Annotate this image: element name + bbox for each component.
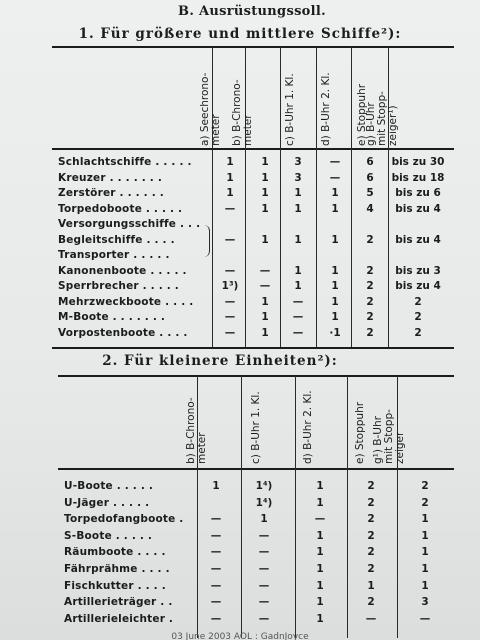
section2-cell: —: [258, 596, 270, 609]
section1-cell: —: [224, 233, 236, 246]
section2-cell: —: [258, 579, 270, 592]
section1-cell: 1: [261, 171, 269, 184]
section1-row-label: Torpedoboote . . . . .: [58, 202, 183, 215]
section1-cell: 1: [331, 264, 339, 277]
section2-cell: 2: [367, 546, 375, 559]
section1-cell: —: [292, 311, 304, 323]
section1-cell: bis zu 4: [395, 233, 441, 246]
section2-cell: 2: [421, 480, 429, 492]
section2-cell: 2: [367, 513, 375, 526]
section1-cell: 2: [366, 311, 374, 323]
section1-cell: bis zu 18: [391, 171, 445, 184]
section1-cell: 4: [366, 202, 374, 215]
section1-row-label: M-Boote . . . . . . .: [58, 311, 166, 323]
section2-cell: 1: [316, 480, 324, 492]
section1-cell: 1: [226, 156, 234, 168]
section2-cell: —: [258, 529, 270, 542]
section1-cell: 1: [261, 295, 269, 308]
section1-header-rule: [52, 148, 454, 150]
section2-heading: 2. Für kleinere Einheiten²):: [102, 353, 338, 369]
section2-cell: —: [210, 513, 222, 526]
section1-cell: bis zu 6: [395, 187, 441, 199]
section2-cell: 1: [421, 513, 429, 526]
section2-cell: —: [258, 546, 270, 559]
section1-cell: bis zu 30: [391, 156, 445, 168]
section2-cell: 1⁴): [255, 480, 273, 492]
section2-row-label: U-Jäger . . . . .: [64, 496, 150, 509]
section1-cell: 6: [366, 171, 374, 184]
footer-note: 03 June 2003 AOL : GadnJoyce: [171, 632, 309, 640]
section2-cell: 1: [212, 480, 220, 492]
section1-cell: 6: [366, 156, 374, 168]
section1-row-label: Schlachtschiffe . . . . .: [58, 156, 192, 168]
section2-cell: 1: [316, 546, 324, 559]
section2-cell: —: [210, 563, 222, 575]
section1-bottom-rule: [52, 347, 454, 349]
section1-cell: 2: [414, 295, 422, 308]
section1-cell: 1: [331, 295, 339, 308]
section2-cell: 1: [421, 579, 429, 592]
section2-cell: —: [314, 513, 326, 526]
section2-cell: 2: [367, 529, 375, 542]
section2-cell: 1: [260, 513, 268, 526]
section1-cell: ·1: [329, 326, 341, 339]
section1-cell: —: [224, 311, 236, 323]
section1-cell: —: [292, 295, 304, 308]
document-page: B. Ausrüstungssoll. 1. Für größere und mittlere Schiffe²): a) Seechrono- meter b) B-Chrono- meter c) B-Uhr 1. Kl. d) B-Uhr 2. Kl. e) Stoppuhr g) B-Uhr mit Stopp- zeiger¹) Schlachtschiffe . . . . . 1 1 3 — 6 bis zu 30 Kreuzer . . . . . . . 1 1 3 — 6 bis zu 18 Zerstörer . . . . . . 1 1 1 1 5 bis zu 6 Torpedoboote . . . . . — 1 1 1 4 bis zu 4 Versorgungsschiffe . . . Begleitschiffe . . . . — 1 1 1 2 bis zu 4 Transporter . . . . . Kanonenboote . . . . . — — 1 1 2 bis zu 3 Sperrbrecher . . . . . 1³) — 1 1 2 bis zu 4 Mehrzweckboote . . . . — 1 — 1 2 2 M-Boote . . . . . . . — 1 — 1 2 2 Vorpostenboote . . . . — 1 — ·1 2 2 2. Für kleinere Einheiten²): b) B-Chrono- meter c) B-Uhr 1. Kl. d) B-Uhr 2. Kl. e) Stoppuhr g¹) B-Uhr mit Stopp- zeiger U-Boote . . . . . 1 1⁴) 1 2 2 U-Jäger . . . . . 1⁴) 1 2 2 Torpedofangboote . — 1 — 2 1 S-Boote . . . . . — — 1 2 1 Räumboote . . . . — — 1 2 1 Fährprähme . . . . — — 1 2 1 Fischkutter . . . . — — 1 1 1 Artillerieträger . . — — 1 2 3 Artillerieleichter . — — 1 — — 03 June 2003 AOL : GadnJoyce: [0, 0, 480, 640]
section1-cell: —: [224, 326, 236, 339]
section2-cell: —: [210, 596, 222, 609]
section2-row-label: Artillerieträger . .: [64, 596, 173, 609]
section1-cell: 1: [226, 171, 234, 184]
section1-row-label: Sperrbrecher . . . . .: [58, 280, 179, 292]
section2-cell: 2: [367, 563, 375, 575]
section1-cell: 1: [331, 202, 339, 215]
section2-cell: —: [365, 612, 377, 625]
section2-cell: 1⁴): [255, 496, 273, 509]
section1-cell: 1: [261, 156, 269, 168]
section1-cell: —: [224, 295, 236, 308]
section2-cell: —: [258, 563, 270, 575]
section1-cell: 1: [261, 311, 269, 323]
section2-row-label: Artillerieleichter .: [64, 612, 174, 625]
section1-cell: 1: [294, 264, 302, 277]
section2-cell: —: [210, 579, 222, 592]
section2-cell: 1: [421, 529, 429, 542]
section1-cell: 2: [414, 311, 422, 323]
section2-cell: 2: [367, 480, 375, 492]
section2-cell: 1: [421, 546, 429, 559]
section1-cell: 2: [366, 295, 374, 308]
section1-cell: bis zu 3: [395, 264, 441, 277]
section1-cell: 1: [294, 233, 302, 246]
section1-row-label: Zerstörer . . . . . .: [58, 187, 164, 199]
section2-row-label: S-Boote . . . . .: [64, 529, 153, 542]
section2-cell: 1: [316, 496, 324, 509]
section2-cell: 1: [316, 529, 324, 542]
section1-cell: 1: [261, 187, 269, 199]
section2-cell: 1: [316, 596, 324, 609]
section2-cell: —: [210, 612, 222, 625]
section1-cell: 2: [366, 233, 374, 246]
section2-cell: 1: [316, 579, 324, 592]
section1-cell: 1³): [221, 280, 239, 292]
section1-cell: —: [292, 326, 304, 339]
section2-cell: —: [258, 612, 270, 625]
section1-row-label: Versorgungsschiffe . . .: [58, 218, 201, 230]
section1-top-rule: [52, 46, 454, 48]
section1-row-label: Transporter . . . . .: [58, 249, 170, 261]
section2-row-label: Räumboote . . . .: [64, 546, 166, 559]
section1-cell: —: [329, 171, 341, 184]
section1-cell: bis zu 4: [395, 202, 441, 215]
section1-cell: 3: [294, 156, 302, 168]
section1-cell: —: [259, 280, 271, 292]
section2-cell: 1: [367, 579, 375, 592]
section1-cell: 1: [331, 233, 339, 246]
section1-cell: 2: [366, 280, 374, 292]
document-title: B. Ausrüstungssoll.: [178, 4, 326, 19]
section1-cell: 1: [331, 187, 339, 199]
section2-cell: 2: [367, 496, 375, 509]
section1-cell: 1: [261, 326, 269, 339]
section1-cell: 1: [226, 187, 234, 199]
section2-row-label: Fährprähme . . . .: [64, 563, 170, 575]
section1-cell: —: [224, 264, 236, 277]
section1-row-label: Begleitschiffe . . . .: [58, 233, 175, 246]
section2-cell: —: [419, 612, 431, 625]
section1-cell: 2: [366, 264, 374, 277]
section2-cell: 1: [316, 563, 324, 575]
section2-cell: 1: [421, 563, 429, 575]
section2-cell: 1: [316, 612, 324, 625]
section1-row-label: Kanonenboote . . . . .: [58, 264, 187, 277]
section2-top-rule: [58, 375, 454, 377]
section2-cell: 2: [421, 496, 429, 509]
section2-row-label: U-Boote . . . . .: [64, 480, 154, 492]
section2-cell: —: [210, 529, 222, 542]
section2-cell: 3: [421, 596, 429, 609]
section1-cell: 1: [331, 280, 339, 292]
section2-cell: 2: [367, 596, 375, 609]
section2-row-label: Torpedofangboote .: [64, 513, 184, 526]
section2-cell: —: [210, 546, 222, 559]
section1-cell: 1: [294, 202, 302, 215]
section1-cell: 2: [366, 326, 374, 339]
section2-row-label: Fischkutter . . . .: [64, 579, 166, 592]
section1-row-label: Mehrzweckboote . . . .: [58, 295, 194, 308]
section1-cell: —: [329, 156, 341, 168]
section1-cell: 1: [261, 202, 269, 215]
section1-cell: 1: [294, 187, 302, 199]
section1-row-label: Vorpostenboote . . . .: [58, 326, 188, 339]
section1-cell: 1: [294, 280, 302, 292]
section1-cell: 1: [261, 233, 269, 246]
section1-cell: 1: [331, 311, 339, 323]
section1-cell: 3: [294, 171, 302, 184]
section1-cell: bis zu 4: [395, 280, 441, 292]
section2-header-rule: [58, 468, 454, 470]
section1-cell: —: [224, 202, 236, 215]
section1-cell: 2: [414, 326, 422, 339]
section1-cell: —: [259, 264, 271, 277]
section1-cell: 5: [366, 187, 374, 199]
section1-row-label: Kreuzer . . . . . . .: [58, 171, 163, 184]
section1-heading: 1. Für größere und mittlere Schiffe²):: [78, 26, 402, 42]
